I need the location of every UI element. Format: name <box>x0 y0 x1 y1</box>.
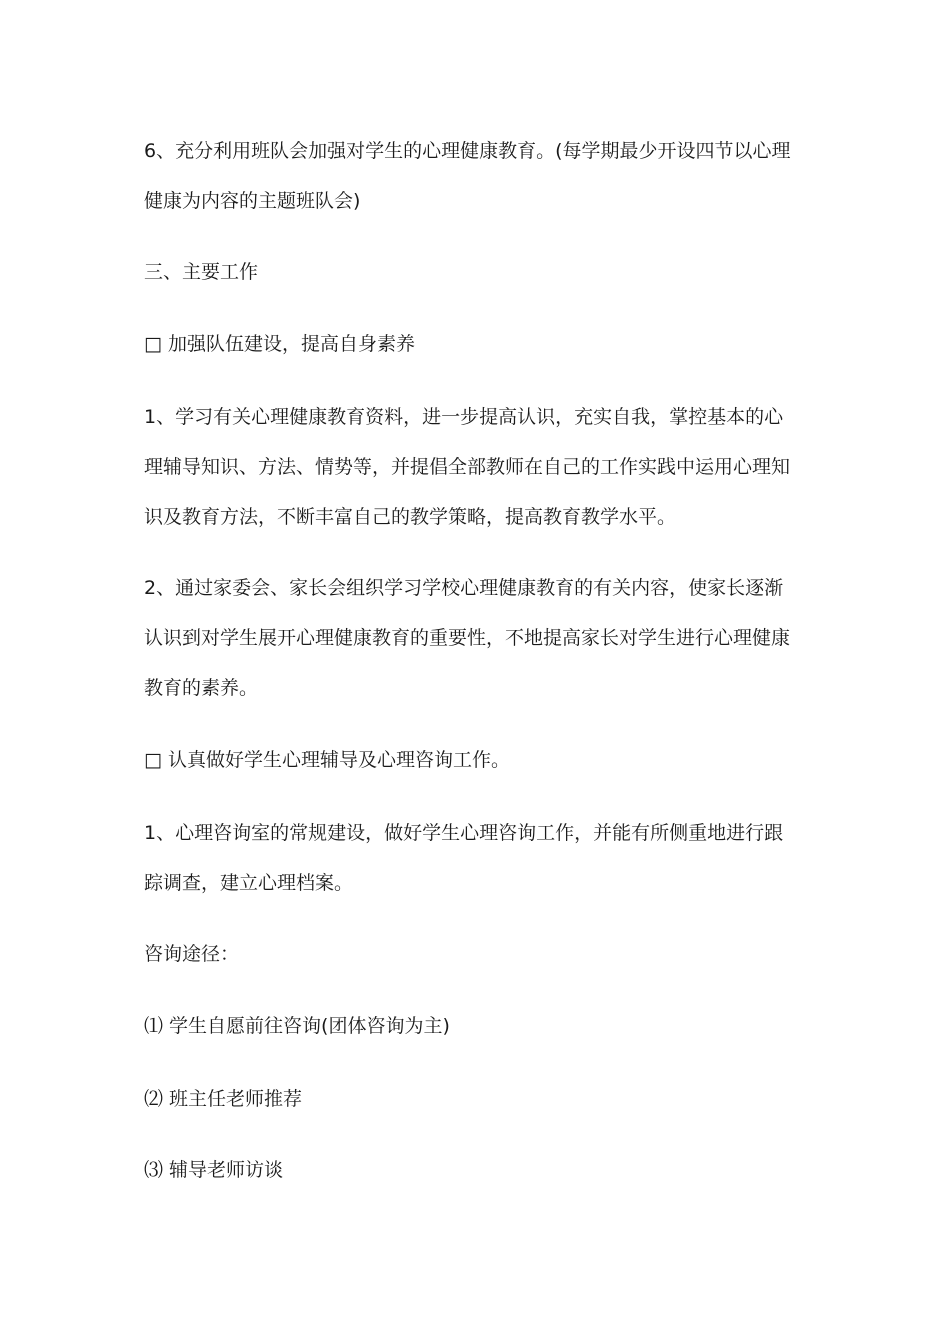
text-line: 认识到对学生展开心理健康教育的重要性，不地提高家长对学生进行心理健康 <box>144 627 791 649</box>
paragraph-class-meeting <box>144 126 812 226</box>
text-line: 识及教育方法，不断丰富自己的教学策略，提高教育教学水平。 <box>144 506 677 528</box>
text-line: 健康为内容的主题班队会) <box>144 190 361 212</box>
text-line: 1、心理咨询室的常规建设，做好学生心理咨询工作，并能有所侧重地进行跟 <box>144 822 784 844</box>
text-line: 踪调查，建立心理档案。 <box>144 872 354 894</box>
consult-item-1: ⑴ 学生自愿前往咨询(团体咨询为主) <box>144 1015 450 1037</box>
paragraph-study-materials <box>144 392 812 542</box>
consult-item-3: ⑶ 辅导老师访谈 <box>144 1159 284 1181</box>
text-line: 2、通过家委会、家长会组织学习学校心理健康教育的有关内容，使家长逐渐 <box>144 577 784 599</box>
text-line: 教育的素养。 <box>144 677 259 699</box>
text-line: 1、学习有关心理健康教育资料，进一步提高认识，充实自我，掌控基本的心 <box>144 406 784 428</box>
section-title-counseling: □ 认真做好学生心理辅导及心理咨询工作。 <box>144 749 510 771</box>
paragraph-parent-committee <box>144 563 812 713</box>
heading-main-work: 三、主要工作 <box>144 261 259 283</box>
paragraph-counseling-room <box>144 808 812 908</box>
text-line: 6、充分利用班队会加强对学生的心理健康教育。(每学期最少开设四节以心理 <box>144 140 791 162</box>
consult-item-2: ⑵ 班主任老师推荐 <box>144 1088 303 1110</box>
consult-methods-label: 咨询途径： <box>144 943 240 965</box>
text-line: 理辅导知识、方法、情势等，并提倡全部教师在自己的工作实践中运用心理知 <box>144 456 791 478</box>
section-title-team-building: □ 加强队伍建设，提高自身素养 <box>144 333 415 355</box>
